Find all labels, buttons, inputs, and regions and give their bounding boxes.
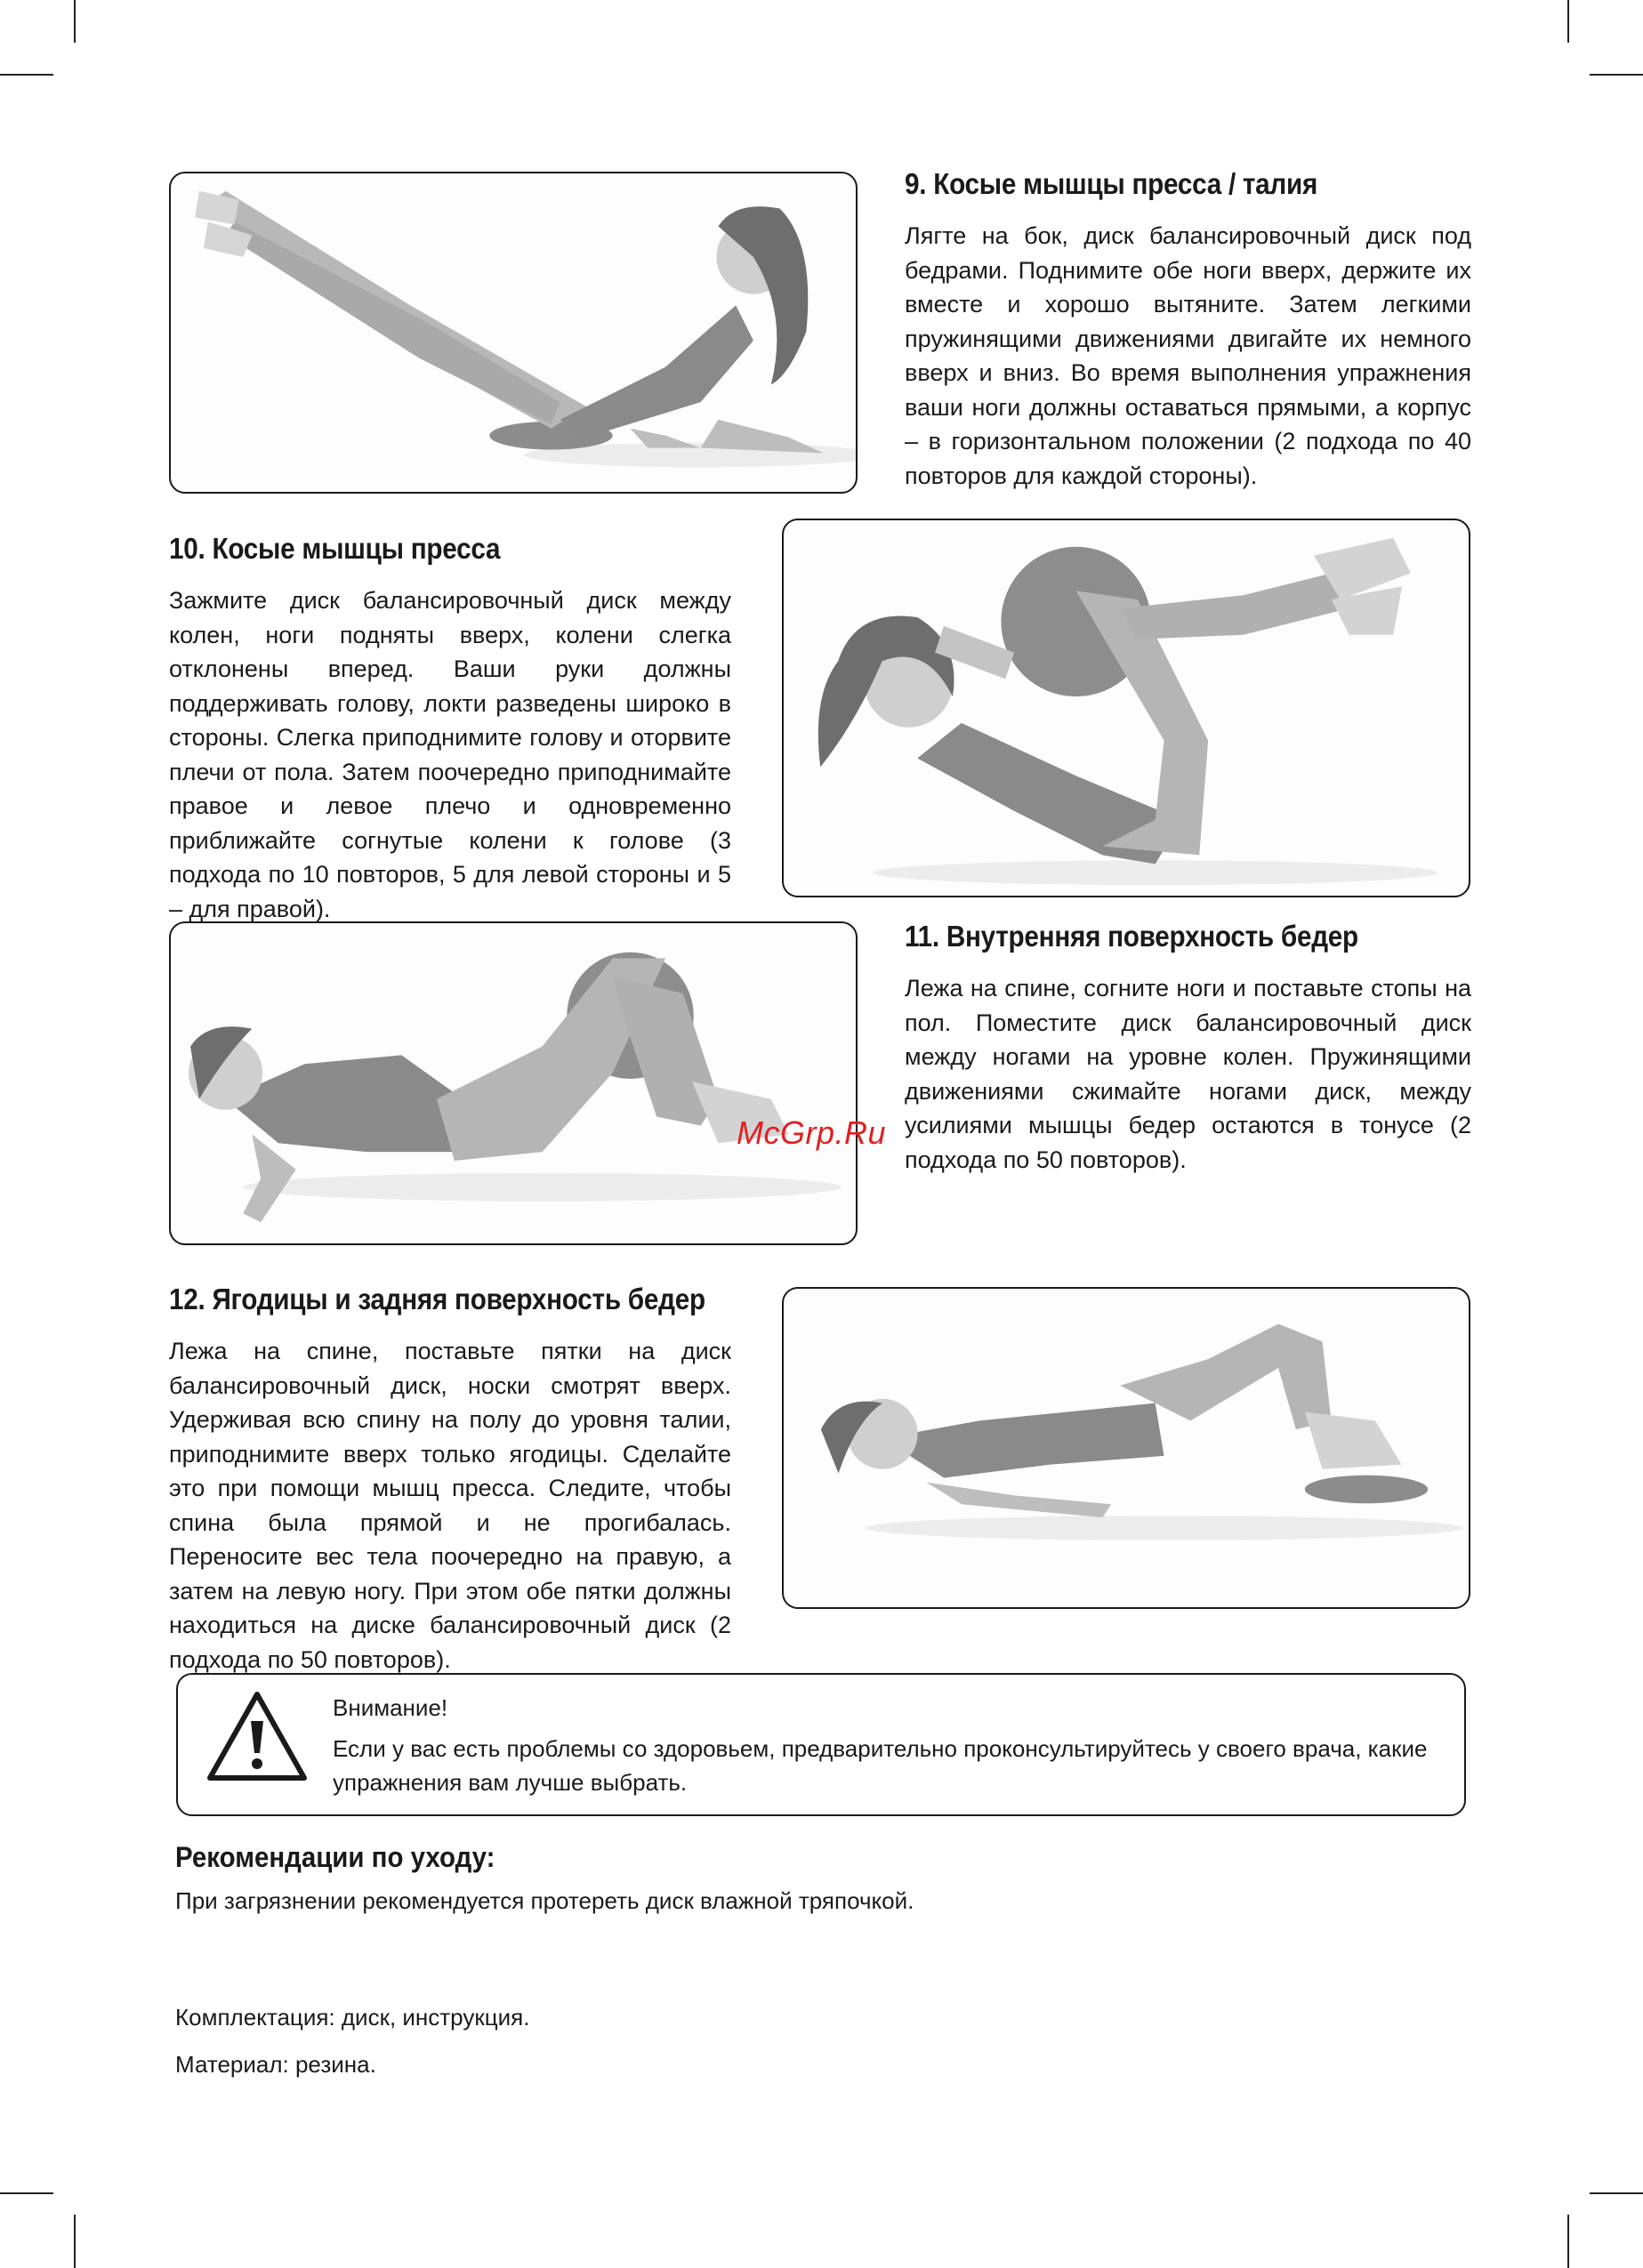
care-text: При загрязнении рекомендуется протереть диск влажной тряпочкой.	[175, 1887, 914, 1914]
exercise-10-photo	[782, 519, 1470, 897]
exercise-9-title: 9. Косые мышцы пресса / талия	[905, 167, 1318, 200]
crop-mark	[0, 74, 53, 76]
warning-text: Если у вас есть проблемы со здоровьем, предварительно проконсультируйтесь у своего врача, какие упражнения вам лучше выбрать.	[333, 1735, 1428, 1796]
kit-line: Комплектация: диск, инструкция.	[175, 2004, 530, 2031]
exercise-12-section	[169, 1283, 731, 1677]
exercise-11-title: 11. Внутренняя поверхность бедер	[905, 920, 1358, 953]
crop-mark	[74, 2215, 76, 2268]
exercise-9-text: Лягте на бок, диск балансировочный диск под бедрами. Поднимите обе ноги вверх, держите их вместе и хорошо вытяните. Затем легкими пружинящими движениями двигайте их немного вверх и вниз. Во время выполнения упражнения ваши ноги должны оставаться прямыми, а корпус – в горизонтальном положении (2 подхода по 40 повторов для каждой стороны).	[905, 222, 1471, 489]
crop-mark	[0, 2192, 53, 2194]
material-line: Материал: резина.	[175, 2051, 376, 2078]
crop-mark	[1567, 2215, 1569, 2268]
exercise-9-photo	[169, 172, 858, 494]
exercise-12-text: Лежа на спине, поставьте пятки на диск балансировочный диск, носки смотрят вверх. Удерживая всю спину на полу до уровня талии, приподнимите вверх только ягодицы. Сделайте это при помощи мышц пресса. Следите, чтобы спина была прямой и не прогибалась. Переносите вес тела поочередно на правую, а затем на левую ногу. При этом обе пятки должны находиться на диске балансировочный диск (2 подхода по 50 повторов).	[169, 1338, 731, 1673]
crop-mark	[1590, 74, 1643, 76]
exercise-11-photo	[169, 921, 858, 1245]
exercise-11-text: Лежа на спине, согните ноги и поставьте стопы на пол. Поместите диск балансировочный диск между ногами на уровне колен. Пружинящими движениями сжимайте ногами диск, между усилиями мышцы бедер остаются в тонусе (2 подхода по 50 повторов).	[905, 975, 1471, 1173]
crop-mark	[74, 0, 76, 43]
exercise-10-section	[169, 532, 731, 926]
care-title: Рекомендации по уходу:	[175, 1841, 495, 1873]
exercise-12-photo	[782, 1287, 1470, 1609]
exercise-9-section	[905, 167, 1471, 493]
exercise-12-title: 12. Ягодицы и задняя поверхность бедер	[169, 1283, 705, 1315]
warning-triangle-icon	[205, 1689, 310, 1785]
crop-mark	[1567, 0, 1569, 43]
watermark: McGrp.Ru	[737, 1114, 887, 1151]
warning-title: Внимание!	[333, 1694, 448, 1721]
exercise-11-section	[905, 920, 1471, 1177]
exercise-10-title: 10. Косые мышцы пресса	[169, 532, 501, 565]
warning-box	[176, 1673, 1466, 1816]
crop-mark	[1590, 2192, 1643, 2194]
exercise-10-text: Зажмите диск балансировочный диск между колен, ноги подняты вверх, колени слегка отклонены вперед. Ваши руки должны поддерживать голову, локти разведены широко в стороны. Слегка приподнимите голову и оторвите плечи от пола. Затем поочередно приподнимайте правое и левое плечо и одновременно приближайте согнутые колени к голове (3 подхода по 10 повторов, 5 для левой стороны и 5 – для правой).	[169, 587, 731, 922]
